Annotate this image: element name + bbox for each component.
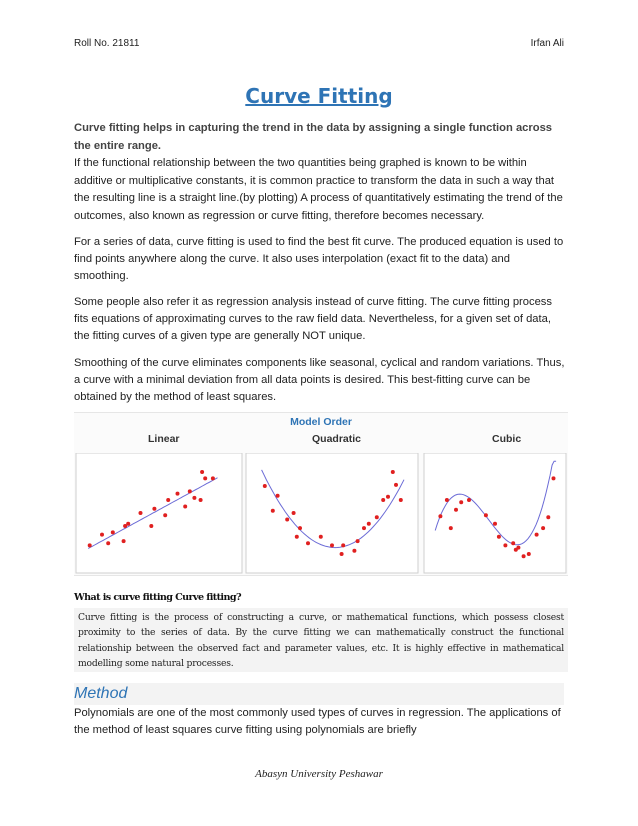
plot-linear-point	[166, 498, 170, 502]
plot-quadratic-point	[367, 522, 371, 526]
plot-quadratic-point	[330, 543, 334, 547]
plot-cubic-point	[527, 552, 531, 556]
footer-university: Abasyn University Peshawar	[255, 768, 383, 780]
plot-cubic-point	[445, 498, 449, 502]
plot-cubic-point	[516, 546, 520, 550]
plot-cubic-point	[511, 541, 515, 545]
paragraph-best-fit: For a series of data, curve fitting is used to find the best fit curve. The produced equation is used to find points anywhere along the curve. It also uses interpolation (exact fit to the data) and smoothing.	[74, 236, 564, 282]
page-title: Curve Fitting	[245, 84, 393, 108]
intro-lead: Curve fitting helps in capturing the trend in the data by assigning a single function across the entire range.	[74, 122, 553, 152]
plot-quadratic-point	[271, 509, 275, 513]
header-author: Irfan Ali	[530, 38, 564, 49]
plot-linear-point	[88, 543, 92, 547]
method-heading: Method	[74, 683, 564, 705]
plot-linear-point	[211, 476, 215, 480]
plot-linear-frame	[76, 453, 242, 573]
plot-quadratic-point	[319, 535, 323, 539]
plot-cubic-point	[546, 515, 550, 519]
plot-quadratic-point	[391, 470, 395, 474]
definition-box: Curve fitting is the process of constructing a curve, or mathematical functions, which possess closest proximity to the series of data. By the curve fitting we can mathematically construct the functional relationship between the observed fact and parameter values, etc. It is highly effective in mathematical modelling some natural processes.	[74, 608, 568, 672]
plot-quadratic-point	[375, 515, 379, 519]
plot-cubic-point	[522, 554, 526, 558]
intro-body: If the functional relationship between the two quantities being graphed is known to be within additive or multiplicative constants, it is common practice to transform the data in such a way that the resulting line is a straight line.(by plotting) A process of quantitatively estimating the trend of the outcomes, also known as regression or curve fitting, therefore becomes necessary.	[74, 157, 563, 222]
plot-linear-point	[192, 496, 196, 500]
plot-linear-point	[203, 476, 207, 480]
plot-cubic-point	[497, 535, 501, 539]
plot-linear-point	[111, 530, 115, 534]
model-order-figure	[74, 412, 568, 576]
plot-cubic-point	[454, 508, 458, 512]
method-paragraph: Polynomials are one of the most commonly used types of curves in regression. The applications of the method of least squares curve fitting using polynomials are briefly	[74, 707, 561, 736]
plot-linear-point	[100, 533, 104, 537]
plot-quadratic-point	[285, 518, 289, 522]
plot-cubic-point	[535, 533, 539, 537]
plot-quadratic-point	[381, 498, 385, 502]
plot-linear-point	[106, 541, 110, 545]
plot-cubic-point	[484, 513, 488, 517]
plot-linear-point	[139, 511, 143, 515]
plot-quadratic-point	[352, 549, 356, 553]
plot-quadratic-point	[292, 511, 296, 515]
plot-linear-point	[199, 498, 203, 502]
plot-quadratic-point	[263, 484, 267, 488]
header-roll-number: Roll No. 21811	[74, 38, 140, 49]
plot-linear-point	[149, 524, 153, 528]
model-order-heading: Model Order	[290, 416, 352, 428]
plot-quadratic	[246, 453, 418, 573]
label-quadratic: Quadratic	[312, 433, 362, 445]
plot-cubic-point	[449, 526, 453, 530]
plot-cubic	[424, 453, 566, 573]
plot-cubic-frame	[424, 453, 566, 573]
plot-linear-point	[183, 505, 187, 509]
plot-cubic-point	[541, 526, 545, 530]
plot-cubic-point	[459, 500, 463, 504]
plot-linear-point	[126, 522, 130, 526]
plot-cubic-point	[493, 522, 497, 526]
plot-quadratic-point	[356, 539, 360, 543]
plot-cubic-point	[467, 498, 471, 502]
plot-linear-point	[200, 470, 204, 474]
plot-quadratic-point	[340, 552, 344, 556]
plot-quadratic-point	[276, 494, 280, 498]
definition-heading: What is curve fitting Curve fitting?	[74, 592, 241, 603]
plot-linear-point	[176, 492, 180, 496]
label-linear: Linear	[148, 433, 180, 445]
model-order-plots	[74, 453, 568, 575]
plot-cubic-point	[438, 514, 442, 518]
intro-paragraph	[74, 120, 566, 226]
plot-quadratic-point	[306, 541, 310, 545]
plot-quadratic-point	[298, 526, 302, 530]
plot-quadratic-point	[386, 495, 390, 499]
plot-linear-point	[188, 489, 192, 493]
plot-quadratic-point	[295, 535, 299, 539]
plot-linear	[76, 453, 242, 573]
plot-quadratic-point	[399, 498, 403, 502]
paragraph-regression: Some people also refer it as regression analysis instead of curve fitting. The curve fitting process fits equations of approximating curves to the raw field data. Nevertheless, for a given set of data, the fitting curves of a given type are generally NOT unique.	[74, 296, 552, 342]
plot-quadratic-point	[394, 483, 398, 487]
plot-cubic-point	[503, 543, 507, 547]
label-cubic: Cubic	[492, 433, 522, 445]
plot-linear-point	[163, 513, 167, 517]
plot-linear-point	[152, 507, 156, 511]
plot-linear-point	[122, 539, 126, 543]
plot-cubic-point	[552, 476, 556, 480]
plot-quadratic-point	[362, 526, 366, 530]
paragraph-smoothing: Smoothing of the curve eliminates components like seasonal, cyclical and random variations. Thus, a curve with a minimal deviation from all data points is desired. This best-fitting curve can be obtained by the method of least squares.	[74, 357, 565, 403]
plot-quadratic-point	[341, 543, 345, 547]
